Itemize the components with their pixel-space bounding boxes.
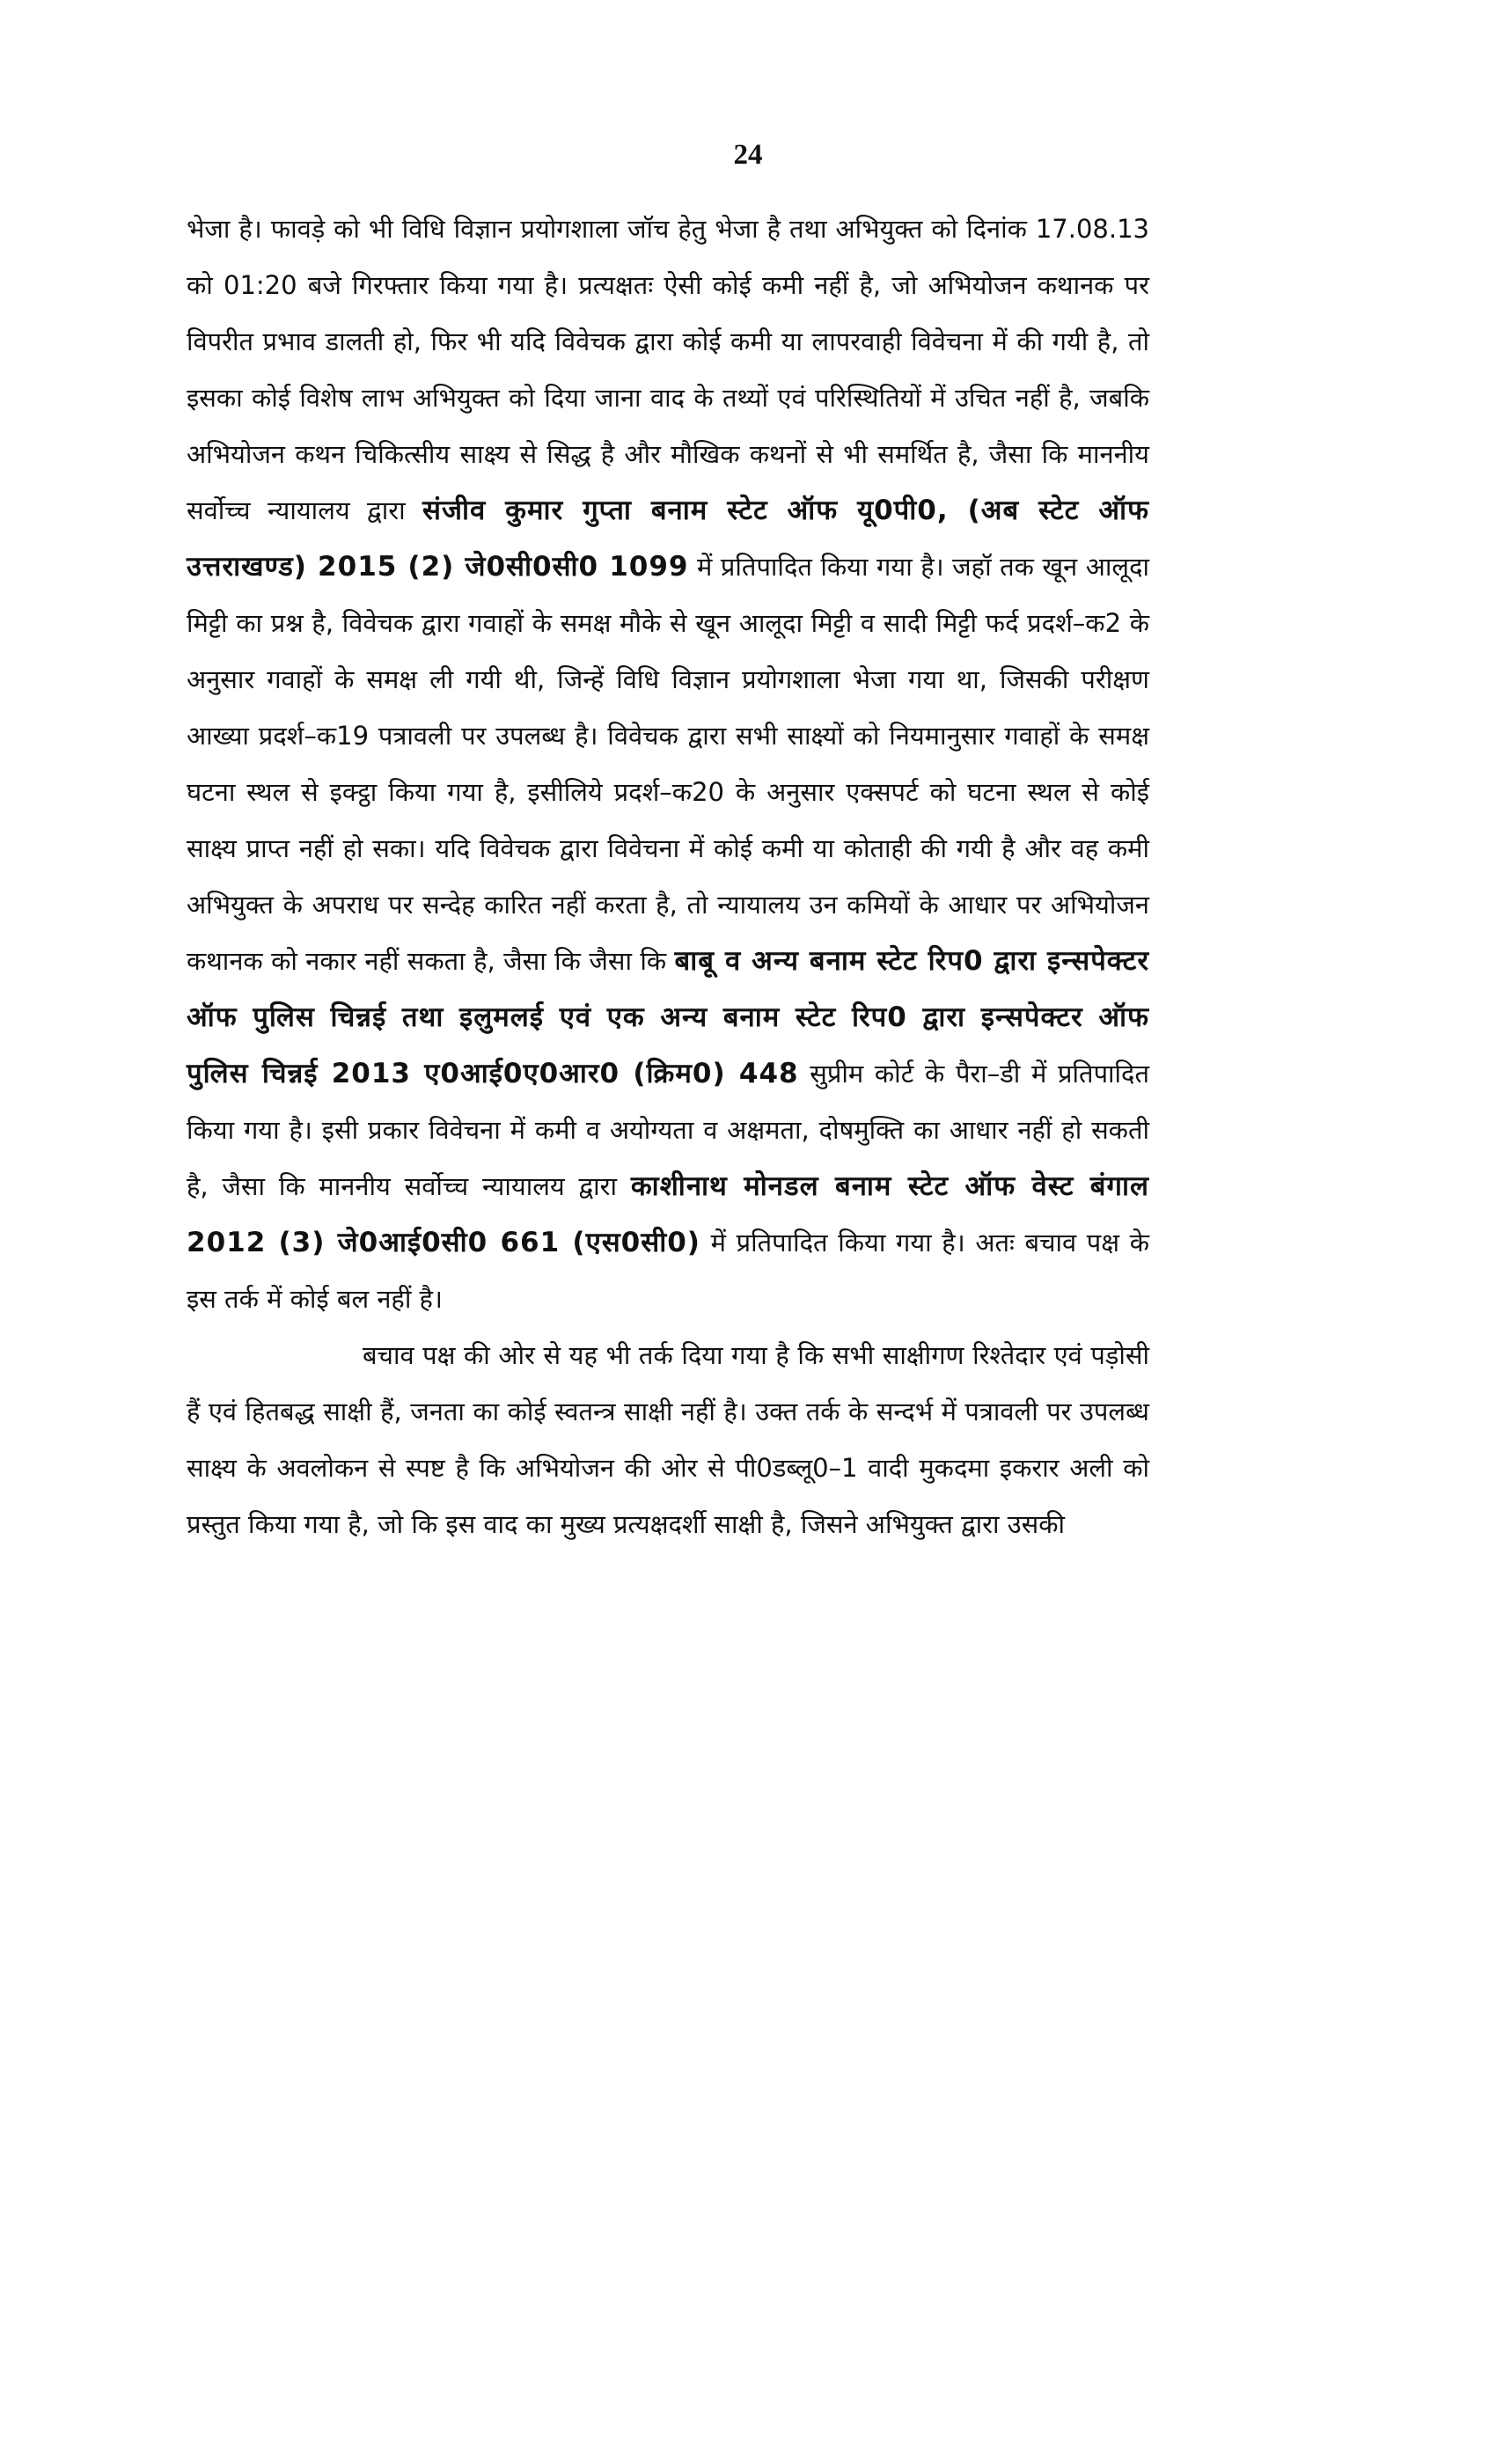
paragraph-text: भेजा है। फावड़े को भी विधि विज्ञान प्रयोगशाला जॉच हेतु भेजा है तथा अभियुक्त को दिनांक 17.08.13 को 01:20 बजे गिरफ्तार किया गया है। प्रत्यक्षतः ऐसी कोई कमी नहीं है, जो अभियोजन कथानक पर विपरीत प्रभाव डालती हो, फिर भी यदि विवेचक द्वारा कोई कमी या लापरवाही विवेचना में की गयी है, तो इसका कोई विशेष लाभ अभियुक्त को दिया जाना वाद के तथ्यों एवं परिस्थितियों में उचित नहीं है, जबकि अभियोजन कथन चिकित्सीय साक्ष्य से सिद्ध है और मौखिक कथनों से भी समर्थित है, जैसा कि माननीय सर्वोच्च न्यायालय द्वारा: [187, 214, 1149, 525]
case-citation: बाबू व अन्य बनाम स्टेट रिप0 द्वारा इन्सपेक्टर ऑफ पुलिस चिन्नई तथा इलुमलई एवं एक अन्य बनाम स्टेट रिप0 द्वारा इन्सपेक्टर ऑफ पुलिस चिन्नई 2013 ए0आई0ए0आर0 (क्रिम0) 448: [187, 945, 1150, 1089]
paragraph-1: [187, 201, 1149, 1327]
paragraph-text: में प्रतिपादित किया गया है। जहॉ तक खून आलूदा मिट्टी का प्रश्न है, विवेचक द्वारा गवाहों के समक्ष मौके से खून आलूदा मिट्टी व सादी मिट्टी फर्द प्रदर्श–क2 के अनुसार गवाहों के समक्ष ली गयी थी, जिन्हें विधि विज्ञान प्रयोगशाला भेजा गया था, जिसकी परीक्षण आख्या प्रदर्श–क19 पत्रावली पर उपलब्ध है। विवेचक द्वारा सभी साक्ष्यों को नियमानुसार गवाहों के समक्ष घटना स्थल से इक्ट्ठा किया गया है, इसीलिये प्रदर्श–क20 के अनुसार एक्सपर्ट को घटना स्थल से कोई साक्ष्य प्राप्त नहीं हो सका। यदि विवेचक द्वारा विवेचना में कोई कमी या कोताही की गयी है और वह कमी अभियुक्त के अपराध पर सन्देह कारित नहीं करता है, तो न्यायालय उन कमियों के आधार पर अभियोजन कथानक को नकार नहीं सकता है, जैसा कि जैसा कि: [187, 552, 1149, 976]
paragraph-2: [187, 1327, 1149, 1552]
paragraph-text: में प्रतिपादित किया गया है। अतः बचाव पक्ष के इस तर्क में कोई बल नहीं है।: [187, 1228, 1149, 1314]
paragraph-text: बचाव पक्ष की ओर से यह भी तर्क दिया गया है कि सभी साक्षीगण रिश्तेदार एवं पड़ोसी हैं एवं हितबद्ध साक्षी हैं, जनता का कोई स्वतन्त्र साक्षी नहीं है। उक्त तर्क के सन्दर्भ में पत्रावली पर उपलब्ध साक्ष्य के अवलोकन से स्पष्ट है कि अभियोजन की ओर से पी0डब्लू0–1 वादी मुकदमा इकरार अली को प्रस्तुत किया गया है, जो कि इस वाद का मुख्य प्रत्यक्षदर्शी साक्षी है, जिसने अभियुक्त द्वारा उसकी: [187, 1340, 1149, 1539]
case-citation: काशीनाथ मोनडल बनाम स्टेट ऑफ वेस्ट बंगाल 2012 (3) जे0आई0सी0 661 (एस0सी0): [187, 1170, 1150, 1258]
body-text: [187, 201, 1149, 1552]
paragraph-text: सुप्रीम कोर्ट के पैरा–डी में प्रतिपादित किया गया है। इसी प्रकार विवेचना में कमी व अयोग्यता व अक्षमता, दोषमुक्ति का आधार नहीं हो सकती है, जैसा कि माननीय सर्वोच्च न्यायालय द्वारा: [187, 1059, 1149, 1201]
case-citation: संजीव कुमार गुप्ता बनाम स्टेट ऑफ यू0पी0, (अब स्टेट ऑफ उत्तराखण्ड) 2015 (2) जे0सी0सी0 1099: [187, 495, 1149, 583]
page-number: 24: [733, 139, 763, 171]
